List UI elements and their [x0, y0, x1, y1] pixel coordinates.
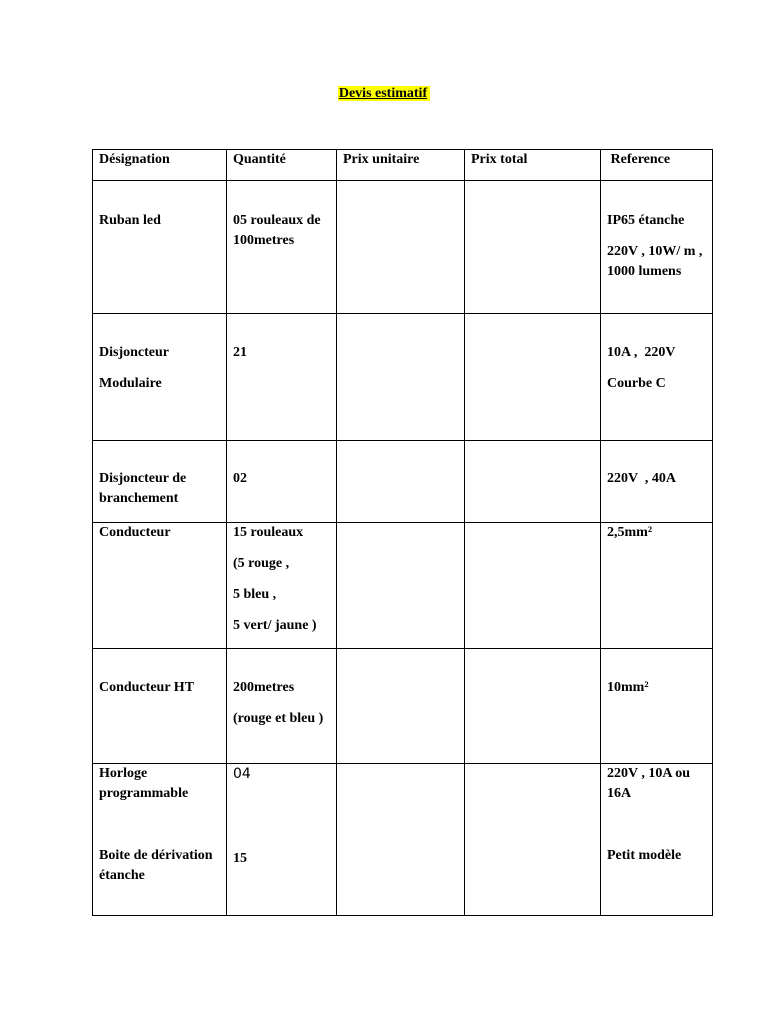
table-row	[93, 181, 713, 314]
cell-prix-unitaire	[337, 314, 465, 441]
cell-prix-total	[465, 441, 601, 523]
header-prix-unitaire: Prix unitaire	[337, 150, 465, 181]
header-reference: Reference	[601, 150, 713, 181]
cell-prix-unitaire	[337, 764, 465, 916]
cell-prix-total	[465, 649, 601, 764]
cell-reference: 2,5mm²	[601, 523, 713, 649]
cell-quantite: 05 rouleaux de 100metres	[227, 181, 337, 314]
cell-designation: Disjoncteur Modulaire	[93, 314, 227, 441]
cell-reference: 220V , 40A	[601, 441, 713, 523]
cell-prix-total	[465, 764, 601, 916]
cell-reference: 220V , 10A ou 16A Petit modèle	[601, 764, 713, 916]
cell-prix-unitaire	[337, 649, 465, 764]
estimate-table	[92, 149, 713, 916]
cell-designation: Disjoncteur de branchement	[93, 441, 227, 523]
header-quantite: Quantité	[227, 150, 337, 181]
table-row	[93, 314, 713, 441]
cell-quantite: 21	[227, 314, 337, 441]
cell-quantite: 02	[227, 441, 337, 523]
cell-prix-unitaire	[337, 181, 465, 314]
cell-quantite: 200metres (rouge et bleu )	[227, 649, 337, 764]
cell-designation: Ruban led	[93, 181, 227, 314]
cell-prix-unitaire	[337, 441, 465, 523]
cell-designation: Conducteur HT	[93, 649, 227, 764]
cell-prix-total	[465, 181, 601, 314]
table-row	[93, 764, 713, 916]
cell-prix-unitaire	[337, 523, 465, 649]
header-prix-total: Prix total	[465, 150, 601, 181]
cell-prix-total	[465, 523, 601, 649]
cell-quantite: 04 15	[227, 764, 337, 916]
cell-designation: Conducteur	[93, 523, 227, 649]
cell-reference: 10A , 220V Courbe C	[601, 314, 713, 441]
table-row	[93, 441, 713, 523]
document-title: Devis estimatif	[0, 86, 768, 102]
cell-prix-total	[465, 314, 601, 441]
cell-designation: Horloge programmable Boite de dérivation étanche	[93, 764, 227, 916]
cell-quantite: 15 rouleaux (5 rouge , 5 bleu , 5 vert/ jaune )	[227, 523, 337, 649]
table-row	[93, 523, 713, 649]
header-row	[93, 150, 713, 181]
cell-reference: 10mm²	[601, 649, 713, 764]
cell-reference: IP65 étanche 220V , 10W/ m , 1000 lumens	[601, 181, 713, 314]
table-row	[93, 649, 713, 764]
header-designation: Désignation	[93, 150, 227, 181]
